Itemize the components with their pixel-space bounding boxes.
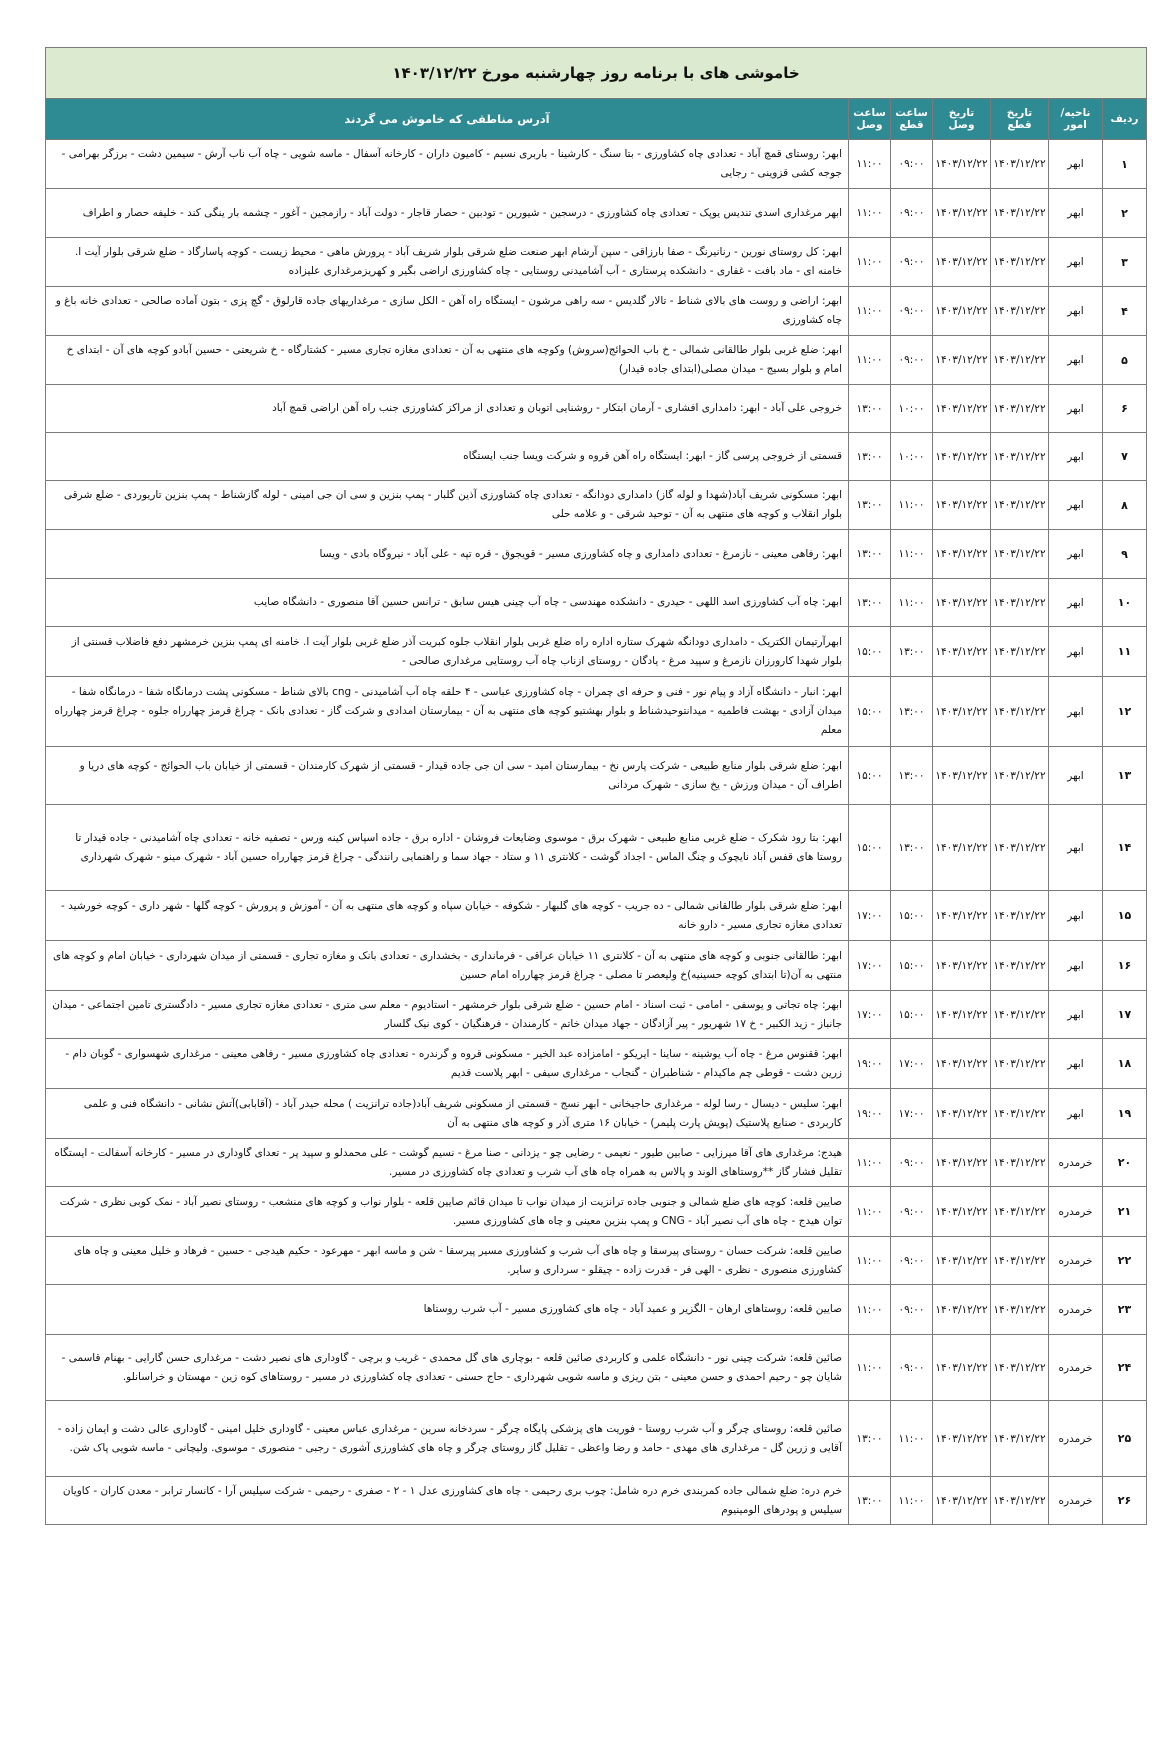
connect-date-cell: ۱۴۰۳/۱۲/۲۲ <box>933 891 991 941</box>
cut-time-cell: ۱۷:۰۰ <box>891 1089 933 1139</box>
header-row-number: ردیف <box>1103 99 1147 140</box>
connect-date-cell: ۱۴۰۳/۱۲/۲۲ <box>933 287 991 336</box>
row-number-cell: ۲۰ <box>1103 1139 1147 1187</box>
connect-time-cell: ۱۳:۰۰ <box>849 385 891 433</box>
address-cell: ابهر: چاه تجاتی و یوسفی - امامی - ثبت اسناد - امام حسین - ضلع شرقی بلوار خرمشهر - استادیوم - معلم سی متری - تعدادی مغازه تجاری مسیر - دادگستری تامین اجتماعی - میدان جانباز - زید الکبیر - خ ۱۷ شهریور - پیر آزادگان - جهاد میدان خاتم - کارمندان - فرهنگیان - کوی نیک گلسار <box>46 991 849 1039</box>
address-cell: ابهر مرغداری اسدی تندیس یوپک - تعدادی چاه کشاورزی - درسجین - شیورین - تودبین - حصار قاجار - دولت آباد - رازمجین - آغور - چشمه بار ینگی کند - خلیفه حصار و اطراف <box>46 189 849 238</box>
row-number-cell: ۱۶ <box>1103 941 1147 991</box>
address-cell: خرم دره: ضلع شمالی جاده کمربندی خرم دره شامل: چوب بری رحیمی - چاه های کشاورزی عدل ۱ - ۲ - صفری - رحیمی - شرکت سیلیس آرا - کانسار ترابر - معدن کاران - کاویان سیلیس و پودرهای الومینیوم <box>46 1477 849 1525</box>
row-number-cell: ۴ <box>1103 287 1147 336</box>
header-address: آدرس مناطقی که خاموش می گردند <box>46 99 849 140</box>
connect-date-cell: ۱۴۰۳/۱۲/۲۲ <box>933 677 991 747</box>
address-cell: صایین قلعه: کوچه های ضلع شمالی و جنوبی جاده ترانزیت از میدان نواب تا میدان قائم صایین قلعه - بلوار نواب و کوچه های منشعب - روستای نصیر آباد - نمک کوبی نظری - شرکت توان هیدج - چاه های آب نصیر آباد - CNG و پمپ بنزین معینی و چاه های کشاورزی مسیر. <box>46 1187 849 1237</box>
address-cell: ابهرآرتیمان الکتریک - دامداری دودانگه شهرک ستاره اداره راه ضلع غربی بلوار انقلاب جلوه کبریت آذر ضلع غربی بلوار آیت ا. خامنه ای پمپ بنزین خرمشهر دفع فاضلاب قسنتی از بلوار شهدا کارورزان نازمرغ و سپید مرغ - یادگان - روستای ازناب چاه آب روستایی مرغداری صالحی - <box>46 627 849 677</box>
row-number-cell: ۹ <box>1103 530 1147 579</box>
connect-time-cell: ۱۵:۰۰ <box>849 805 891 891</box>
connect-date-cell: ۱۴۰۳/۱۲/۲۲ <box>933 805 991 891</box>
cut-date-cell: ۱۴۰۳/۱۲/۲۲ <box>991 1401 1049 1477</box>
cut-date-cell: ۱۴۰۳/۱۲/۲۲ <box>991 677 1049 747</box>
area-cell: ابهر <box>1049 433 1103 481</box>
cut-time-cell: ۱۱:۰۰ <box>891 1477 933 1525</box>
address-cell: ابهر: انبار - دانشگاه آزاد و پیام نور - فنی و حرفه ای چمران - چاه کشاورزی عباسی - ۴ حلقه چاه آب آشامیدنی - cng بالای شناط - مسکونی پشت درمانگاه شفا - درمانگاه شفا - میدان آزادی - بهشت فاطمیه - میدانتوحیدشناط و بلوار بهشتیو کوچه های منتهی به آن - بیمارستان امدادی و شرکت گاز - تعدادی بانک - چراغ قرمز چهارراه جلوه - چراغ قرمز چهارراه معلم <box>46 677 849 747</box>
cut-time-cell: ۱۳:۰۰ <box>891 677 933 747</box>
table-header-row <box>46 99 1147 140</box>
address-cell: ابهر: روستای قمچ آباد - تعدادی چاه کشاورزی - بتا سنگ - کارشینا - باربری نسیم - کامیون داران - کارخانه آسفال - ماسه شویی - چاه آب ناب آرش - سیمین دشت - برزگر بهرامی - جوجه کشی قزوینی - رجایی <box>46 140 849 189</box>
cut-time-cell: ۱۱:۰۰ <box>891 579 933 627</box>
area-cell: ابهر <box>1049 238 1103 287</box>
cut-time-cell: ۱۷:۰۰ <box>891 1039 933 1089</box>
address-cell: خروجی علی آباد - ابهر: دامداری افشاری - آرمان ابتکار - روشنایی اتوبان و تعدادی از مراکز کشاورزی جنب راه آهن اراضی قمچ آباد <box>46 385 849 433</box>
cut-time-cell: ۰۹:۰۰ <box>891 189 933 238</box>
cut-time-cell: ۰۹:۰۰ <box>891 140 933 189</box>
table-row <box>46 287 1147 336</box>
cut-time-cell: ۰۹:۰۰ <box>891 336 933 385</box>
schedule-title: خاموشی های با برنامه روز چهارشنبه مورخ ۱۴۰۳/۱۲/۲۲ <box>45 47 1147 98</box>
address-cell: ابهر: کل روستای نورین - رنانیرنگ - صفا بارزاقی - سپن آرشام ابهر صنعت ضلع شرقی بلوار شریف آباد - پرورش ماهی - محیط زیست - کوچه پاسارگاد - ضلع شرقی بلوار آیت ا. خامنه ای - ماد بافت - غفاری - دانشکده پرستاری - آب آشامیدنی روستایی - چاه کشاورزی اراضی بگیر و کهریزمرغداری علیزاده <box>46 238 849 287</box>
row-number-cell: ۲۲ <box>1103 1237 1147 1285</box>
address-cell: صایین قلعه: روستاهای ارهان - الگزیر و عمید آباد - چاه های کشاورزی مسیر - آب شرب روستاها <box>46 1285 849 1335</box>
address-cell: ابهر: ضلع شرقی بلوار طالقانی شمالی - ده جریب - کوچه های گلبهار - شکوفه - خیابان سپاه و کوچه های منتهی به آن - آموزش و پرورش - کوچه گلها - شهر داری - کوچه خورشید - تعدادی مغازه تجاری مسیر - دارو خانه <box>46 891 849 941</box>
row-number-cell: ۱۸ <box>1103 1039 1147 1089</box>
table-row <box>46 1237 1147 1285</box>
row-number-cell: ۱۳ <box>1103 747 1147 805</box>
table-row <box>46 433 1147 481</box>
cut-time-cell: ۰۹:۰۰ <box>891 287 933 336</box>
connect-time-cell: ۱۷:۰۰ <box>849 991 891 1039</box>
address-cell: صائین قلعه: روستای چرگر و آب شرب روستا - فوریت های پزشکی پایگاه چرگر - سردخانه سرین - مرغداری عباس معینی - گاوداری خلیل امینی - گاوداری عالی دشت و ایمان زاده - آقایی و زرین گل - مرغداری های مهدی - حامد و رضا واعظی - تقلیل گاز روستای چرگر و چاه های کشاورزی آشوری - رجبی - منصوری - موسوی. ولیچانی - ماسه شویی پاک شن. <box>46 1401 849 1477</box>
table-row <box>46 627 1147 677</box>
address-cell: ابهر: اراضی و روست های بالای شناط - تالار گلدیس - سه راهی مرشون - ایستگاه راه آهن - الکل سازی - مرغداریهای جاده قارلوق - گچ پزی - بتون آماده صالحی - تعدادی خانه باغ و چاه کشاورزی <box>46 287 849 336</box>
cut-date-cell: ۱۴۰۳/۱۲/۲۲ <box>991 1477 1049 1525</box>
table-row <box>46 1335 1147 1401</box>
area-cell: ابهر <box>1049 579 1103 627</box>
connect-time-cell: ۱۱:۰۰ <box>849 189 891 238</box>
header-area: ناحیه/امور <box>1049 99 1103 140</box>
cut-time-cell: ۰۹:۰۰ <box>891 238 933 287</box>
table-row <box>46 1187 1147 1237</box>
row-number-cell: ۱۹ <box>1103 1089 1147 1139</box>
header-cut-date: تاریخ قطع <box>991 99 1049 140</box>
connect-date-cell: ۱۴۰۳/۱۲/۲۲ <box>933 1187 991 1237</box>
cut-date-cell: ۱۴۰۳/۱۲/۲۲ <box>991 805 1049 891</box>
cut-time-cell: ۱۱:۰۰ <box>891 481 933 530</box>
area-cell: ابهر <box>1049 747 1103 805</box>
table-row <box>46 677 1147 747</box>
cut-time-cell: ۱۵:۰۰ <box>891 941 933 991</box>
area-cell: ابهر <box>1049 941 1103 991</box>
cut-date-cell: ۱۴۰۳/۱۲/۲۲ <box>991 1237 1049 1285</box>
table-row <box>46 747 1147 805</box>
connect-date-cell: ۱۴۰۳/۱۲/۲۲ <box>933 1477 991 1525</box>
area-cell: ابهر <box>1049 1039 1103 1089</box>
area-cell: ابهر <box>1049 677 1103 747</box>
cut-time-cell: ۱۱:۰۰ <box>891 1401 933 1477</box>
table-row <box>46 891 1147 941</box>
table-row <box>46 805 1147 891</box>
address-cell: ابهر: ضلع شرقی بلوار منابع طبیعی - شرکت پارس نخ - بیمارستان امید - سی ان جی جاده قیدار - قسمتی از شهرک کارمندان - قسمتی از خیابان باب الحوائج - کوچه های دریا و اطراف آن - میدان ورزش - یخ سازی - شهرک مردانی <box>46 747 849 805</box>
area-cell: ابهر <box>1049 891 1103 941</box>
address-cell: ابهر: رفاهی معینی - نازمرغ - تعدادی دامداری و چاه کشاورزی مسیر - قویجوق - قره تپه - علی آباد - نیروگاه بادی - ویسا <box>46 530 849 579</box>
table-row <box>46 1285 1147 1335</box>
connect-date-cell: ۱۴۰۳/۱۲/۲۲ <box>933 238 991 287</box>
area-cell: ابهر <box>1049 140 1103 189</box>
row-number-cell: ۲۴ <box>1103 1335 1147 1401</box>
cut-date-cell: ۱۴۰۳/۱۲/۲۲ <box>991 140 1049 189</box>
table-row <box>46 1089 1147 1139</box>
address-cell: ابهر: بتا رود شکرک - ضلع غربی منابع طبیعی - شهرک برق - موسوی وضایعات فروشان - اداره برق - جاده اسپاس کینه ورس - تصفیه خانه - تعدادی چاه آشامیدنی - جاده قیدار تا روستا های قفس آباد نایچوک و چنگ الماس - اجداد گوشت - کلانتری ۱۱ و ستاد - جهاد سما و راهنمایی رانندگی - چراغ قرمز چهارراه حسین آباد - شهرک مینو - شهرک شهرداری <box>46 805 849 891</box>
cut-date-cell: ۱۴۰۳/۱۲/۲۲ <box>991 336 1049 385</box>
area-cell: خرمدره <box>1049 1139 1103 1187</box>
cut-date-cell: ۱۴۰۳/۱۲/۲۲ <box>991 1335 1049 1401</box>
cut-time-cell: ۰۹:۰۰ <box>891 1285 933 1335</box>
outage-table <box>45 98 1147 1525</box>
area-cell: ابهر <box>1049 481 1103 530</box>
row-number-cell: ۲۵ <box>1103 1401 1147 1477</box>
cut-date-cell: ۱۴۰۳/۱۲/۲۲ <box>991 287 1049 336</box>
area-cell: ابهر <box>1049 287 1103 336</box>
connect-time-cell: ۱۱:۰۰ <box>849 238 891 287</box>
row-number-cell: ۲۱ <box>1103 1187 1147 1237</box>
cut-time-cell: ۱۳:۰۰ <box>891 627 933 677</box>
area-cell: ابهر <box>1049 991 1103 1039</box>
table-row <box>46 189 1147 238</box>
cut-date-cell: ۱۴۰۳/۱۲/۲۲ <box>991 941 1049 991</box>
header-connect-time: ساعت وصل <box>849 99 891 140</box>
table-row <box>46 579 1147 627</box>
connect-date-cell: ۱۴۰۳/۱۲/۲۲ <box>933 941 991 991</box>
cut-date-cell: ۱۴۰۳/۱۲/۲۲ <box>991 747 1049 805</box>
cut-date-cell: ۱۴۰۳/۱۲/۲۲ <box>991 991 1049 1039</box>
table-row <box>46 140 1147 189</box>
connect-date-cell: ۱۴۰۳/۱۲/۲۲ <box>933 530 991 579</box>
address-cell: هیدج: مرغداری های آقا میرزایی - صابین طیور - نعیمی - رضایی چو - یزدانی - صنا مرغ - نسیم گوشت - علی محمدلو و سپید پر - تعدای گاوداری در مسیر - کارخانه آسفالت - ایستگاه تقلیل فشار گاز **روستاهای الوند و پالاس به همراه چاه های آب شرب و تعدادی چاه کشاورزی در مسیر. <box>46 1139 849 1187</box>
table-row <box>46 481 1147 530</box>
cut-time-cell: ۱۵:۰۰ <box>891 891 933 941</box>
connect-date-cell: ۱۴۰۳/۱۲/۲۲ <box>933 579 991 627</box>
connect-time-cell: ۱۳:۰۰ <box>849 1477 891 1525</box>
table-row <box>46 1139 1147 1187</box>
cut-date-cell: ۱۴۰۳/۱۲/۲۲ <box>991 1139 1049 1187</box>
connect-date-cell: ۱۴۰۳/۱۲/۲۲ <box>933 1139 991 1187</box>
connect-time-cell: ۱۵:۰۰ <box>849 747 891 805</box>
cut-time-cell: ۰۹:۰۰ <box>891 1139 933 1187</box>
connect-time-cell: ۱۱:۰۰ <box>849 1139 891 1187</box>
row-number-cell: ۱۰ <box>1103 579 1147 627</box>
area-cell: ابهر <box>1049 189 1103 238</box>
connect-time-cell: ۱۳:۰۰ <box>849 433 891 481</box>
cut-time-cell: ۰۹:۰۰ <box>891 1237 933 1285</box>
area-cell: ابهر <box>1049 530 1103 579</box>
connect-date-cell: ۱۴۰۳/۱۲/۲۲ <box>933 1401 991 1477</box>
address-cell: صایین قلعه: شرکت حسان - روستای پیرسقا و چاه های آب شرب و کشاورزی مسیر پیرسقا - شن و ماسه ابهر - مهرعود - حکیم هیدجی - حسین - فرهاد و خلیل معینی و چاه های کشاورزی منصوری - نظری - الهی فر - قدرت زاده - چیقلو - سرداری و سایر. <box>46 1237 849 1285</box>
connect-date-cell: ۱۴۰۳/۱۲/۲۲ <box>933 140 991 189</box>
address-cell: قسمتی از خروجی پرسی گاز - ابهر: ایستگاه راه آهن قروه و شرکت ویسا جنب ایستگاه <box>46 433 849 481</box>
connect-time-cell: ۱۱:۰۰ <box>849 1335 891 1401</box>
cut-time-cell: ۱۰:۰۰ <box>891 385 933 433</box>
outage-schedule-sheet <box>45 47 1147 1525</box>
area-cell: ابهر <box>1049 336 1103 385</box>
connect-time-cell: ۱۳:۰۰ <box>849 1401 891 1477</box>
connect-date-cell: ۱۴۰۳/۱۲/۲۲ <box>933 627 991 677</box>
address-cell: ابهر: ققنوس مرغ - چاه آب یوشینه - ساینا - ایریکو - امامزاده عبد الخیر - مسکونی قروه و گرندره - تعدادی چاه کشاورزی مسیر - رفاهی معینی - مرغداری شهسواری - گوبان دام - زرین دشت - قوطی چم ماکیدام - شناطبران - گنجاب - مرغداری سیفی - ابهر پلاست قدیم <box>46 1039 849 1089</box>
address-cell: ابهر: سلیس - دیسال - رسا لوله - مرغداری حاجیخانی - ابهر نسج - قسمتی از مسکونی شریف آباد(جاده ترانزیت ) محله حیدر آباد - (آقابابی)آتش نشانی - دانشگاه فنی و علمی کاربردی - صنایع پلاستیک (پویش پارت پلیمر) - خیابان ۱۶ متری آذر و کوچه های منتهی به آن <box>46 1089 849 1139</box>
row-number-cell: ۲۶ <box>1103 1477 1147 1525</box>
header-cut-time: ساعت قطع <box>891 99 933 140</box>
cut-date-cell: ۱۴۰۳/۱۲/۲۲ <box>991 627 1049 677</box>
connect-time-cell: ۱۵:۰۰ <box>849 627 891 677</box>
row-number-cell: ۱۵ <box>1103 891 1147 941</box>
connect-time-cell: ۱۱:۰۰ <box>849 1237 891 1285</box>
row-number-cell: ۱۲ <box>1103 677 1147 747</box>
connect-time-cell: ۱۹:۰۰ <box>849 1089 891 1139</box>
connect-time-cell: ۱۷:۰۰ <box>849 941 891 991</box>
connect-time-cell: ۱۳:۰۰ <box>849 579 891 627</box>
cut-date-cell: ۱۴۰۳/۱۲/۲۲ <box>991 1187 1049 1237</box>
connect-date-cell: ۱۴۰۳/۱۲/۲۲ <box>933 991 991 1039</box>
connect-date-cell: ۱۴۰۳/۱۲/۲۲ <box>933 481 991 530</box>
connect-time-cell: ۱۱:۰۰ <box>849 140 891 189</box>
area-cell: خرمدره <box>1049 1401 1103 1477</box>
row-number-cell: ۲ <box>1103 189 1147 238</box>
header-connect-date: تاریخ وصل <box>933 99 991 140</box>
table-body <box>46 140 1147 1525</box>
table-row <box>46 238 1147 287</box>
row-number-cell: ۱ <box>1103 140 1147 189</box>
cut-date-cell: ۱۴۰۳/۱۲/۲۲ <box>991 189 1049 238</box>
area-cell: ابهر <box>1049 1089 1103 1139</box>
address-cell: صائین قلعه: شرکت چینی نور - دانشگاه علمی و کاربردی صائین قلعه - بوچاری های گل محمدی - غریب و برچی - گاوداری های نصیر دشت - مرغداری حسن گارایی - بهنام قاسمی - شایان چو - رحیم احمدی و حسن معینی - بتن ریزی و ماسه شویی شهرداری - حاج حسنی - تعدادی چاه کشاورزی در مسیر - روستاهای کوه زین - مهستان و خراسانلو. <box>46 1335 849 1401</box>
connect-time-cell: ۱۱:۰۰ <box>849 287 891 336</box>
area-cell: خرمدره <box>1049 1237 1103 1285</box>
connect-date-cell: ۱۴۰۳/۱۲/۲۲ <box>933 385 991 433</box>
cut-time-cell: ۱۱:۰۰ <box>891 530 933 579</box>
area-cell: خرمدره <box>1049 1285 1103 1335</box>
row-number-cell: ۱۱ <box>1103 627 1147 677</box>
table-row <box>46 336 1147 385</box>
area-cell: ابهر <box>1049 805 1103 891</box>
cut-date-cell: ۱۴۰۳/۱۲/۲۲ <box>991 238 1049 287</box>
row-number-cell: ۵ <box>1103 336 1147 385</box>
area-cell: خرمدره <box>1049 1477 1103 1525</box>
connect-date-cell: ۱۴۰۳/۱۲/۲۲ <box>933 747 991 805</box>
connect-date-cell: ۱۴۰۳/۱۲/۲۲ <box>933 336 991 385</box>
row-number-cell: ۶ <box>1103 385 1147 433</box>
connect-time-cell: ۱۱:۰۰ <box>849 1285 891 1335</box>
row-number-cell: ۱۷ <box>1103 991 1147 1039</box>
cut-date-cell: ۱۴۰۳/۱۲/۲۲ <box>991 1285 1049 1335</box>
area-cell: خرمدره <box>1049 1187 1103 1237</box>
cut-date-cell: ۱۴۰۳/۱۲/۲۲ <box>991 530 1049 579</box>
connect-time-cell: ۱۷:۰۰ <box>849 891 891 941</box>
table-row <box>46 1039 1147 1089</box>
area-cell: ابهر <box>1049 385 1103 433</box>
row-number-cell: ۱۴ <box>1103 805 1147 891</box>
connect-time-cell: ۱۹:۰۰ <box>849 1039 891 1089</box>
cut-time-cell: ۱۵:۰۰ <box>891 991 933 1039</box>
connect-date-cell: ۱۴۰۳/۱۲/۲۲ <box>933 1039 991 1089</box>
connect-time-cell: ۱۵:۰۰ <box>849 677 891 747</box>
cut-time-cell: ۰۹:۰۰ <box>891 1335 933 1401</box>
address-cell: ابهر: مسکونی شریف آباد(شهدا و لوله گاز) دامداری دودانگه - تعدادی چاه کشاورزی آذین گلبار - پمپ بنزین و سی ان جی امینی - لوله گازشناط - پمپ بنزین تاریوردی - ضلع شرقی بلوار انقلاب و کوچه های منتهی به آن - توحید شرقی - و علامه حلی <box>46 481 849 530</box>
connect-date-cell: ۱۴۰۳/۱۲/۲۲ <box>933 1089 991 1139</box>
address-cell: ابهر: چاه آب کشاورزی اسد اللهی - حیدری - دانشکده مهندسی - چاه آب چینی هیس سابق - ترانس حسین آقا منصوری - دانشگاه صایب <box>46 579 849 627</box>
cut-date-cell: ۱۴۰۳/۱۲/۲۲ <box>991 1039 1049 1089</box>
cut-date-cell: ۱۴۰۳/۱۲/۲۲ <box>991 481 1049 530</box>
connect-date-cell: ۱۴۰۳/۱۲/۲۲ <box>933 1237 991 1285</box>
row-number-cell: ۸ <box>1103 481 1147 530</box>
table-row <box>46 385 1147 433</box>
connect-date-cell: ۱۴۰۳/۱۲/۲۲ <box>933 189 991 238</box>
table-row <box>46 991 1147 1039</box>
row-number-cell: ۳ <box>1103 238 1147 287</box>
row-number-cell: ۲۳ <box>1103 1285 1147 1335</box>
table-row <box>46 530 1147 579</box>
connect-date-cell: ۱۴۰۳/۱۲/۲۲ <box>933 1285 991 1335</box>
cut-date-cell: ۱۴۰۳/۱۲/۲۲ <box>991 579 1049 627</box>
connect-time-cell: ۱۳:۰۰ <box>849 481 891 530</box>
connect-time-cell: ۱۱:۰۰ <box>849 1187 891 1237</box>
connect-time-cell: ۱۳:۰۰ <box>849 530 891 579</box>
connect-date-cell: ۱۴۰۳/۱۲/۲۲ <box>933 1335 991 1401</box>
cut-time-cell: ۱۳:۰۰ <box>891 805 933 891</box>
area-cell: ابهر <box>1049 627 1103 677</box>
cut-time-cell: ۰۹:۰۰ <box>891 1187 933 1237</box>
table-row <box>46 941 1147 991</box>
cut-date-cell: ۱۴۰۳/۱۲/۲۲ <box>991 1089 1049 1139</box>
table-row <box>46 1477 1147 1525</box>
address-cell: ابهر: طالقانی جنوبی و کوچه های منتهی به آن - کلانتری ۱۱ خیابان عراقی - فرمانداری - بخشداری - تعدادی بانک و مغازه تجاری - قسمتی از میدان شهرداری - خیابان امام و کوچه های منتهی به آن(تا ابتدای کوچه حسینیه)خ ولیعصر تا مصلی - چراغ قرمز چهارراه امام حسین <box>46 941 849 991</box>
cut-time-cell: ۱۳:۰۰ <box>891 747 933 805</box>
cut-date-cell: ۱۴۰۳/۱۲/۲۲ <box>991 385 1049 433</box>
cut-date-cell: ۱۴۰۳/۱۲/۲۲ <box>991 891 1049 941</box>
connect-time-cell: ۱۱:۰۰ <box>849 336 891 385</box>
connect-date-cell: ۱۴۰۳/۱۲/۲۲ <box>933 433 991 481</box>
cut-date-cell: ۱۴۰۳/۱۲/۲۲ <box>991 433 1049 481</box>
area-cell: خرمدره <box>1049 1335 1103 1401</box>
cut-time-cell: ۱۰:۰۰ <box>891 433 933 481</box>
row-number-cell: ۷ <box>1103 433 1147 481</box>
address-cell: ابهر: ضلع غربی بلوار طالقانی شمالی - خ باب الحوائج(سروش) وکوچه های منتهی به آن - تعدادی مغازه تجاری مسیر - کشتارگاه - خ شریعتی - حسین آبادو کوچه های آن - ابتدای خ امام و بلوار بسیج - میدان مصلی(ابتدای جاده قیدار) <box>46 336 849 385</box>
table-row <box>46 1401 1147 1477</box>
